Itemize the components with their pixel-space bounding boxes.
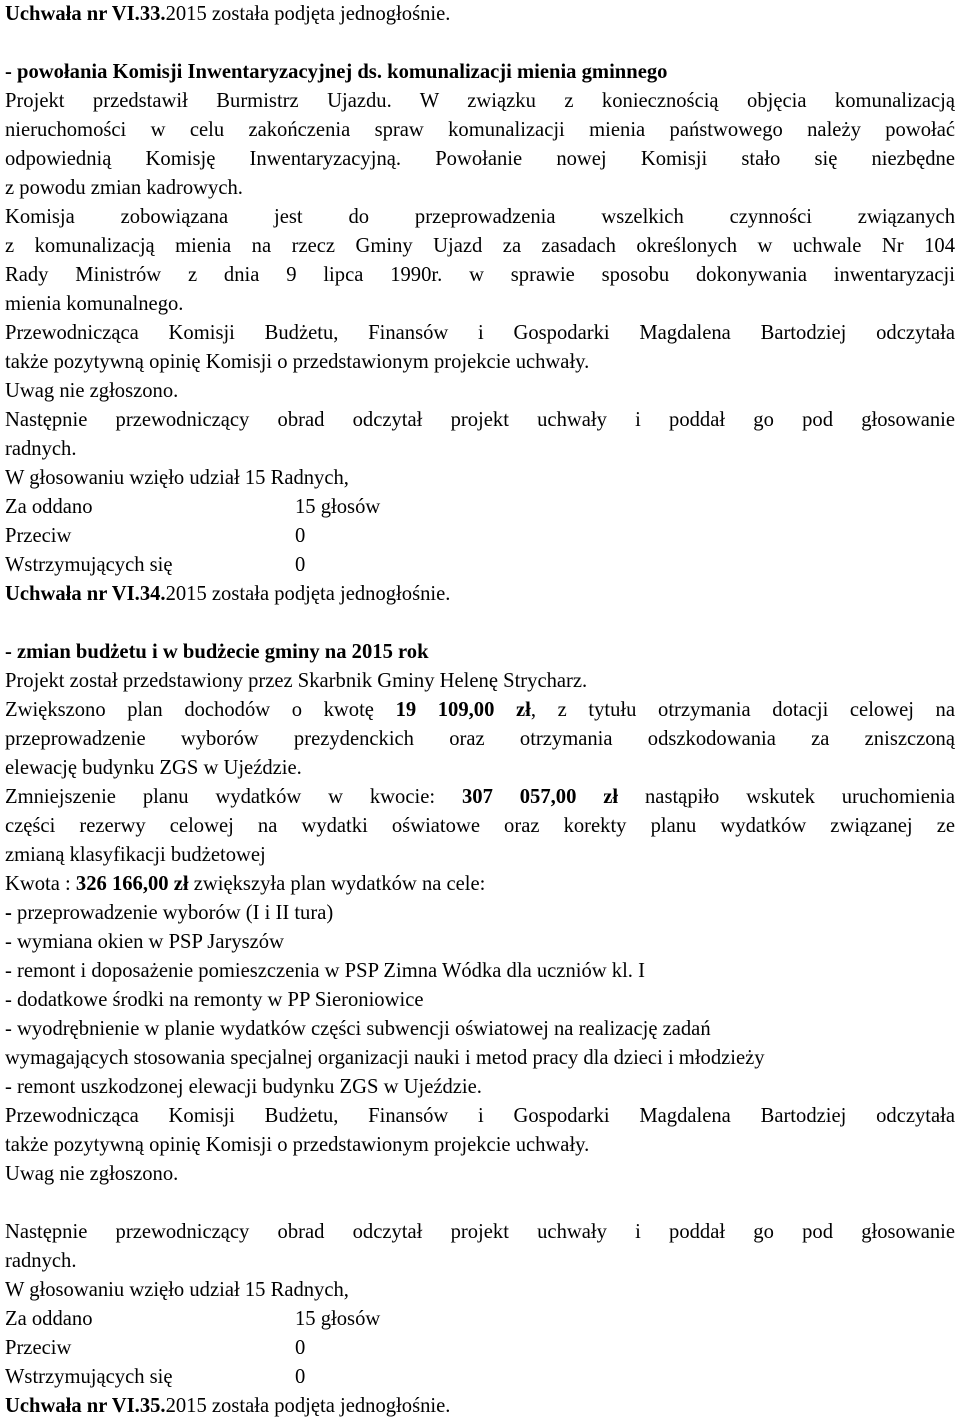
resolution-line: Uchwała nr VI.34.2015 została podjęta jednogłośnie.: [5, 583, 451, 605]
list-item: wymagających stosowania specjalnej organizacji nauki i metod pracy dla dzieci i młodzieży: [5, 1047, 765, 1069]
list-item: - przeprowadzenie wyborów (I i II tura): [5, 902, 334, 924]
vote-participation: W głosowaniu wzięło udział 15 Radnych,: [5, 467, 349, 489]
paragraph-line: radnych.: [5, 438, 77, 460]
paragraph-line: Komisja zobowiązana jest do przeprowadzenia wszelkich czynności związanych: [5, 206, 955, 228]
section-title: - zmian budżetu i w budżecie gminy na 2015 rok: [5, 641, 429, 663]
paragraph-line: Projekt został przedstawiony przez Skarbnik Gminy Helenę Strycharz.: [5, 670, 588, 692]
paragraph-line: Przewodnicząca Komisji Budżetu, Finansów i Gospodarki Magdalena Bartodziej odczytała: [5, 1105, 955, 1127]
spacer: [5, 29, 955, 58]
paragraph-line: Zmniejszenie planu wydatków w kwocie: 307 057,00 zł nastąpiło wskutek uruchomienia: [5, 786, 955, 808]
resolution-line: Uchwała nr VI.35.2015 została podjęta jednogłośnie.: [5, 1395, 451, 1417]
vote-for: Za oddano 15 głosów: [5, 1308, 381, 1330]
spacer: [5, 1189, 955, 1218]
vote-abstain: Wstrzymujących się 0: [5, 554, 306, 576]
paragraph-line: Kwota : 326 166,00 zł zwiększyła plan wydatków na cele:: [5, 873, 486, 895]
paragraph-line: Następnie przewodniczący obrad odczytał projekt uchwały i poddał go pod głosowanie: [5, 409, 955, 431]
paragraph-line: części rezerwy celowej na wydatki oświatowe oraz korekty planu wydatków związanej ze: [5, 815, 955, 837]
paragraph-line: Rady Ministrów z dnia 9 lipca 1990r. w sprawie sposobu dokonywania inwentaryzacji: [5, 264, 955, 286]
vote-against: Przeciw 0: [5, 1337, 306, 1359]
paragraph-line: Przewodnicząca Komisji Budżetu, Finansów i Gospodarki Magdalena Bartodziej odczytała: [5, 322, 955, 344]
paragraph-line: odpowiednią Komisję Inwentaryzacyjną. Powołanie nowej Komisji stało się niezbędne: [5, 148, 955, 170]
list-item: - wyodrębnienie w planie wydatków części subwencji oświatowej na realizację zadań: [5, 1018, 711, 1040]
list-item: - dodatkowe środki na remonty w PP Sieroniowice: [5, 989, 424, 1011]
vote-for: Za oddano 15 głosów: [5, 496, 381, 518]
list-item: - remont uszkodzonej elewacji budynku ZGS w Ujeździe.: [5, 1076, 482, 1098]
vote-participation: W głosowaniu wzięło udział 15 Radnych,: [5, 1279, 349, 1301]
paragraph-line: radnych.: [5, 1250, 77, 1272]
list-item: - remont i doposażenie pomieszczenia w PSP Zimna Wódka dla uczniów kl. I: [5, 960, 645, 982]
paragraph-line: także pozytywną opinię Komisji o przedstawionym projekcie uchwały.: [5, 1134, 590, 1156]
paragraph-line: elewację budynku ZGS w Ujeździe.: [5, 757, 302, 779]
vote-against: Przeciw 0: [5, 525, 306, 547]
paragraph-line: mienia komunalnego.: [5, 293, 184, 315]
section-title: - powołania Komisji Inwentaryzacyjnej ds. komunalizacji mienia gminnego: [5, 61, 668, 83]
paragraph-line: zmianą klasyfikacji budżetowej: [5, 844, 266, 866]
paragraph-line: także pozytywną opinię Komisji o przedstawionym projekcie uchwały.: [5, 351, 590, 373]
paragraph-line: z komunalizacją mienia na rzecz Gminy Ujazd za zasadach określonych w uchwale Nr 104: [5, 235, 955, 257]
paragraph-line: nieruchomości w celu zakończenia spraw komunalizacji mienia państwowego należy powołać: [5, 119, 955, 141]
paragraph-line: przeprowadzenie wyborów prezydenckich oraz otrzymania odszkodowania za zniszczoną: [5, 728, 955, 750]
resolution-line: Uchwała nr VI.33.2015 została podjęta jednogłośnie.: [5, 3, 451, 25]
paragraph-line: z powodu zmian kadrowych.: [5, 177, 243, 199]
spacer: [5, 609, 955, 638]
paragraph-line: Następnie przewodniczący obrad odczytał projekt uchwały i poddał go pod głosowanie: [5, 1221, 955, 1243]
paragraph-line: Zwiększono plan dochodów o kwotę 19 109,00 zł, z tytułu otrzymania dotacji celowej na: [5, 699, 955, 721]
list-item: - wymiana okien w PSP Jaryszów: [5, 931, 284, 953]
paragraph-line: Projekt przedstawił Burmistrz Ujazdu. W związku z koniecznością objęcia komunalizacją: [5, 90, 955, 112]
paragraph-line: Uwag nie zgłoszono.: [5, 380, 179, 402]
vote-abstain: Wstrzymujących się 0: [5, 1366, 306, 1388]
paragraph-line: Uwag nie zgłoszono.: [5, 1163, 179, 1185]
